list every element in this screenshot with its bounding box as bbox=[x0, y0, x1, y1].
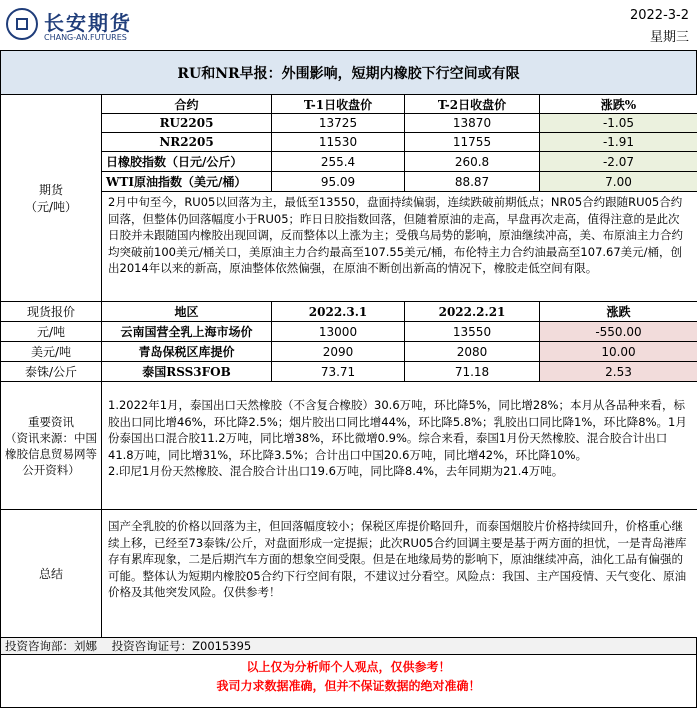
logo bbox=[6, 6, 166, 44]
news-section bbox=[0, 382, 697, 510]
news-item-2: 2.印尼1月份天然橡胶、混合胶合计出口19.6万吨，同比降8.4%，去年同期为21.4万吨。 bbox=[108, 464, 564, 478]
futures-row-name: NR2205 bbox=[102, 133, 272, 152]
futures-row-change: -1.05 bbox=[540, 114, 697, 133]
spot-row-unit: 美元/吨 bbox=[1, 342, 102, 362]
futures-row-t2: 88.87 bbox=[405, 172, 540, 192]
spot-row-unit: 元/吨 bbox=[1, 322, 102, 342]
spot-row-v2: 71.18 bbox=[405, 362, 540, 382]
disclaimer-line-2: 我司力求数据准确，但并不保证数据的绝对准确！ bbox=[216, 679, 481, 693]
logo-english-name: CHANG-AN.FUTURES bbox=[44, 33, 127, 42]
summary-section bbox=[0, 510, 697, 638]
spot-row-change: 2.53 bbox=[540, 362, 697, 382]
futures-col-t1: T-1日收盘价 bbox=[272, 95, 405, 114]
news-side-label: 重要资讯 （资讯来源：中国橡胶信息贸易网等公开资料） bbox=[1, 382, 102, 510]
spot-row-v1: 2090 bbox=[272, 342, 405, 362]
futures-row-t2: 260.8 bbox=[405, 152, 540, 172]
futures-section bbox=[0, 95, 697, 302]
news-content bbox=[102, 382, 697, 510]
spot-col-date2: 2022.2.21 bbox=[405, 302, 540, 322]
summary-side-label: 总结 bbox=[1, 510, 102, 638]
futures-row-change: -1.91 bbox=[540, 133, 697, 152]
futures-row-t1: 255.4 bbox=[272, 152, 405, 172]
futures-row-name: 日橡胶指数（日元/公斤） bbox=[102, 152, 272, 172]
report-weekday: 星期三 bbox=[649, 30, 689, 45]
futures-row-change: 7.00 bbox=[540, 172, 697, 192]
spot-row-region: 云南国营全乳上海市场价 bbox=[102, 322, 272, 342]
disclaimer-box bbox=[0, 655, 697, 708]
futures-row-name: WTI原油指数（美元/桶） bbox=[102, 172, 272, 192]
spot-col-date1: 2022.3.1 bbox=[272, 302, 405, 322]
spot-row-region: 泰国RSS3FOB bbox=[102, 362, 272, 382]
summary-content: 国产全乳胶的价格以回落为主，但回落幅度较小；保税区库提价略回升，而泰国烟胶片价格持续回升，价格重心继续上移，已经至73泰铢/公斤，对盘面形成一定提振；此次RU05合约回调主要是基于两方面的担忧，一是青岛港库存有累库现象，二是后期汽车方面的想象空间受限。但是在地缘局势的影响下，原油继续冲高，油化工品有偏强的可能。整体认为短期内橡胶05合约下行空间有限，不建议过分看空。风险点：我国、主产国疫情、天气变化、原油价格及其他突发风险。仅供参考！ bbox=[102, 510, 697, 638]
futures-commentary: 2月中旬至今，RU05以回落为主，最低至13550，盘面持续偏弱，连续跌破前期低点；NR05合约跟随RU05合约回落，但整体仍回落幅度小于RU05；昨日日胶指数回落，但随着原油的走高，早盘再次走高，值得注意的是此次日胶并未跟随国内橡胶出现回调，反而整体以上涨为主；受俄乌局势的影响，原油继续冲高，美、布原油主力合约均突破前100美元/桶关口，美原油主力合约最高至107.55美元/桶，布伦特主力合约油最高至107.67美元/桶，创出2014年以来的新高，原油整体依然偏强，在原油不断创出新高的情况下，橡胶走低空间有限。 bbox=[102, 192, 697, 302]
spot-row-v1: 73.71 bbox=[272, 362, 405, 382]
futures-col-contract: 合约 bbox=[102, 95, 272, 114]
spot-row-unit: 泰铢/公斤 bbox=[1, 362, 102, 382]
spot-section bbox=[0, 302, 697, 382]
spot-row-region: 青岛保税区库提价 bbox=[102, 342, 272, 362]
logo-emblem-icon bbox=[6, 8, 38, 40]
spot-row-v2: 2080 bbox=[405, 342, 540, 362]
futures-row-t1: 11530 bbox=[272, 133, 405, 152]
futures-row-t1: 13725 bbox=[272, 114, 405, 133]
report-title: RU和NR早报：外围影响，短期内橡胶下行空间或有限 bbox=[0, 50, 697, 95]
report-date: 2022-3-2 bbox=[629, 8, 689, 23]
futures-col-t2: T-2日收盘价 bbox=[405, 95, 540, 114]
futures-row-change: -2.07 bbox=[540, 152, 697, 172]
spot-row-change: -550.00 bbox=[540, 322, 697, 342]
spot-row-v2: 13550 bbox=[405, 322, 540, 342]
spot-row-change: 10.00 bbox=[540, 342, 697, 362]
spot-row-v1: 13000 bbox=[272, 322, 405, 342]
disclaimer-line-1: 以上仅为分析师个人观点，仅供参考！ bbox=[246, 660, 451, 674]
spot-col-label: 现货报价 bbox=[1, 302, 102, 322]
spot-col-region: 地区 bbox=[102, 302, 272, 322]
futures-row-name: RU2205 bbox=[102, 114, 272, 133]
futures-col-change: 涨跌% bbox=[540, 95, 697, 114]
spot-col-change: 涨跌 bbox=[540, 302, 697, 322]
consultant-info: 投资咨询部：刘娜 投资咨询证号：Z0015395 bbox=[0, 638, 697, 655]
futures-row-t2: 11755 bbox=[405, 133, 540, 152]
futures-row-t2: 13870 bbox=[405, 114, 540, 133]
logo-chinese-name: 长安期货 bbox=[44, 11, 132, 35]
news-item-1: 1.2022年1月，泰国出口天然橡胶（不含复合橡胶）30.6万吨，环比降5%，同比增28%；本月从各品种来看，标胶出口同比增46%，环比降2.5%；烟片胶出口同比增44%，环比降5.8%；乳胶出口同比降1%，环比降8%。1月份泰国出口混合胶11.2万吨，同比增38%，环比微增0.9%。综合来看，泰国1月份天然橡胶、混合胶合计出口41.8万吨，同比增31%，环比降3.5%；合计出口中国20.6万吨，同比增42%，环比降10%。 bbox=[108, 398, 687, 462]
futures-row-t1: 95.09 bbox=[272, 172, 405, 192]
futures-side-label: 期货 （元/吨） bbox=[1, 95, 102, 302]
